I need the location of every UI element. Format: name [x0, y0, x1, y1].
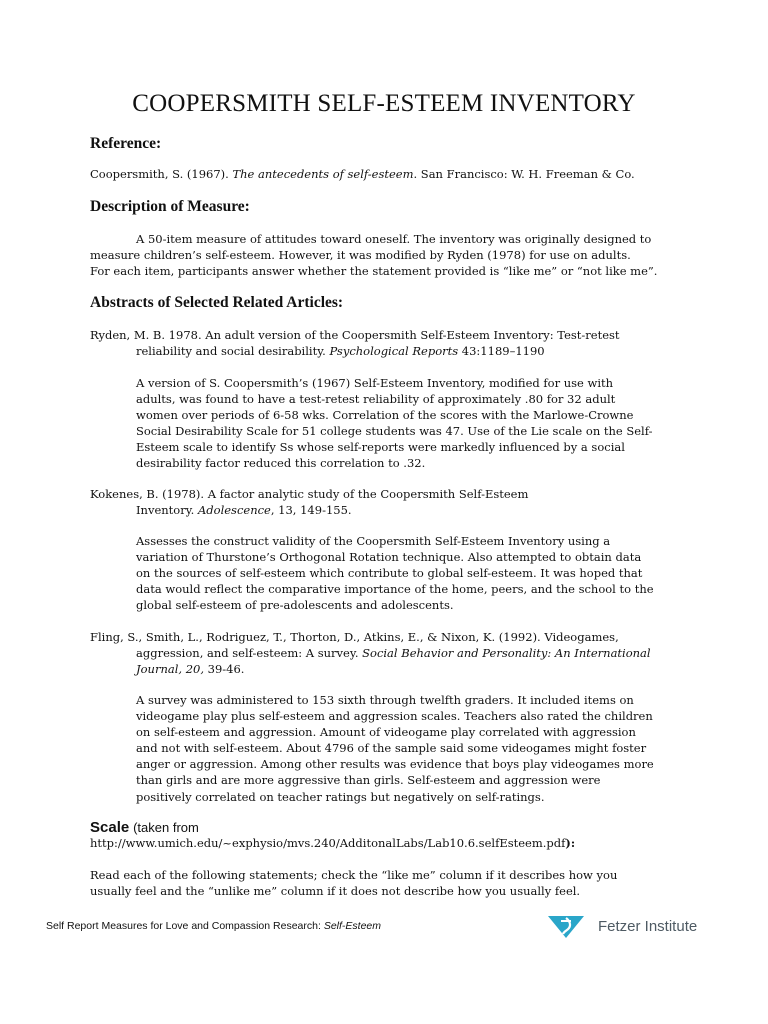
citation-text: reliability and social desirability. — [136, 344, 326, 359]
citation-text: aggression, and self-esteem: A survey. — [136, 646, 359, 661]
abstract-line: positively correlated on teacher ratings but negatively on self-ratings. — [136, 789, 545, 804]
abstract-line: adults, was found to have a test-retest reliability of approximately .80 for 32 adult — [136, 392, 616, 407]
fetzer-logo-name: Fetzer Institute — [598, 918, 698, 935]
scale-heading — [90, 819, 199, 836]
article-abstract — [136, 533, 696, 613]
abstract-line: than girls and are more aggressive than girls. Self-esteem and aggression were — [136, 773, 601, 788]
journal-name: Journal, 20, — [136, 662, 204, 677]
article-citation — [90, 629, 690, 677]
article-abstract — [136, 375, 696, 472]
citation-text: , 13, 149-155. — [270, 503, 352, 518]
abstract-line: data would reflect the comparative importance of the home, peers, and the school to the — [136, 582, 654, 597]
article-citation — [90, 486, 690, 518]
abstract-line: on the sources of self-esteem which contribute to global self-esteem. It was hoped that — [136, 566, 643, 581]
reference-publisher: . San Francisco: W. H. Freeman & Co. — [413, 167, 635, 181]
footer-text: Self Report Measures for Love and Compassion Research: — [46, 920, 321, 932]
instruction-line: Read each of the following statements; check the “like me” column if it describes how you — [90, 868, 618, 882]
citation-line — [90, 343, 690, 359]
scale-title: Scale — [90, 819, 130, 836]
abstract-line: global self-esteem of pre-adolescents and adolescents. — [136, 598, 454, 613]
abstract-line: videogame play plus self-esteem and aggression scales. Teachers also rated the children — [136, 709, 653, 724]
abstract-line: A survey was administered to 153 sixth through twelfth graders. It included items on — [136, 693, 634, 707]
journal-name: Adolescence — [197, 503, 271, 518]
citation-line: Fling, S., Smith, L., Rodriguez, T., Thorton, D., Atkins, E., & Nixon, K. (1992). Videogames, — [90, 630, 619, 644]
reference-author: Coopersmith, S. (1967). — [90, 167, 229, 181]
description-line: For each item, participants answer whether the statement provided is “like me” or “not like me”. — [90, 264, 658, 279]
citation-line — [90, 661, 690, 677]
abstract-line: Social Desirability Scale for 51 college students was 47. Use of the Lie scale on the Self- — [136, 424, 653, 439]
abstract-line: A version of S. Coopersmith’s (1967) Self-Esteem Inventory, modified for use with — [136, 376, 614, 390]
journal-name: Social Behavior and Personality: An International — [362, 646, 651, 661]
citation-line — [90, 502, 690, 518]
instruction-line: usually feel and the “unlike me” column if it does not describe how you usually feel. — [90, 884, 581, 899]
abstract-line: Assesses the construct validity of the Coopersmith Self-Esteem Inventory using a — [136, 534, 611, 548]
citation-line: Kokenes, B. (1978). A factor analytic study of the Coopersmith Self-Esteem — [90, 487, 529, 501]
page-title: COOPERSMITH SELF-ESTEEM INVENTORY — [132, 90, 636, 117]
article-citation — [90, 327, 690, 359]
abstract-line: on self-esteem and aggression. Amount of videogame play correlated with aggression — [136, 725, 636, 740]
citation-line: Ryden, M. B. 1978. An adult version of the Coopersmith Self-Esteem Inventory: Test-retest — [90, 328, 620, 342]
scale-source — [90, 835, 690, 851]
description-line: measure children’s self-esteem. However, it was modified by Ryden (1978) for use on adults. — [90, 248, 631, 263]
description-line: A 50-item measure of attitudes toward oneself. The inventory was originally designed to — [136, 232, 652, 246]
scale-source-url[interactable]: http://www.umich.edu/~exphysio/mvs.240/AdditonalLabs/Lab10.6.selfEsteem.pdf — [90, 836, 566, 850]
journal-name: Psychological Reports — [329, 344, 459, 359]
footer-topic: Self-Esteem — [323, 920, 381, 932]
citation-text: 39-46. — [207, 662, 245, 677]
page-footer — [46, 920, 381, 932]
article-abstract — [136, 692, 696, 805]
scale-instructions — [90, 867, 690, 899]
description-heading: Description of Measure: — [90, 198, 250, 215]
scale-taken-from: (taken from — [133, 820, 199, 835]
abstract-line: desirability factor reduced this correlation to .32. — [136, 456, 426, 471]
abstract-line: and not with self-esteem. About 4796 of the sample said some videogames might foster — [136, 741, 647, 756]
citation-text: 43:1189–1190 — [461, 344, 545, 359]
abstract-line: anger or aggression. Among other results was evidence that boys play videogames more — [136, 757, 654, 772]
abstract-line: women over periods of 6-58 wks. Correlation of the scores with the Marlowe-Crowne — [136, 408, 634, 423]
citation-text: Inventory. — [136, 503, 195, 518]
description-paragraph — [90, 231, 690, 279]
abstract-line: Esteem scale to identify Ss whose self-reports were markedly influenced by a social — [136, 440, 625, 455]
reference-book-title: The antecedents of self-esteem — [232, 167, 414, 181]
reference-citation — [90, 166, 690, 182]
scale-source-suffix: ): — [565, 836, 576, 850]
abstracts-heading: Abstracts of Selected Related Articles: — [90, 294, 344, 311]
citation-line — [90, 645, 690, 661]
reference-heading: Reference: — [90, 135, 162, 152]
abstract-line: variation of Thurstone’s Orthogonal Rotation technique. Also attempted to obtain data — [136, 550, 642, 565]
